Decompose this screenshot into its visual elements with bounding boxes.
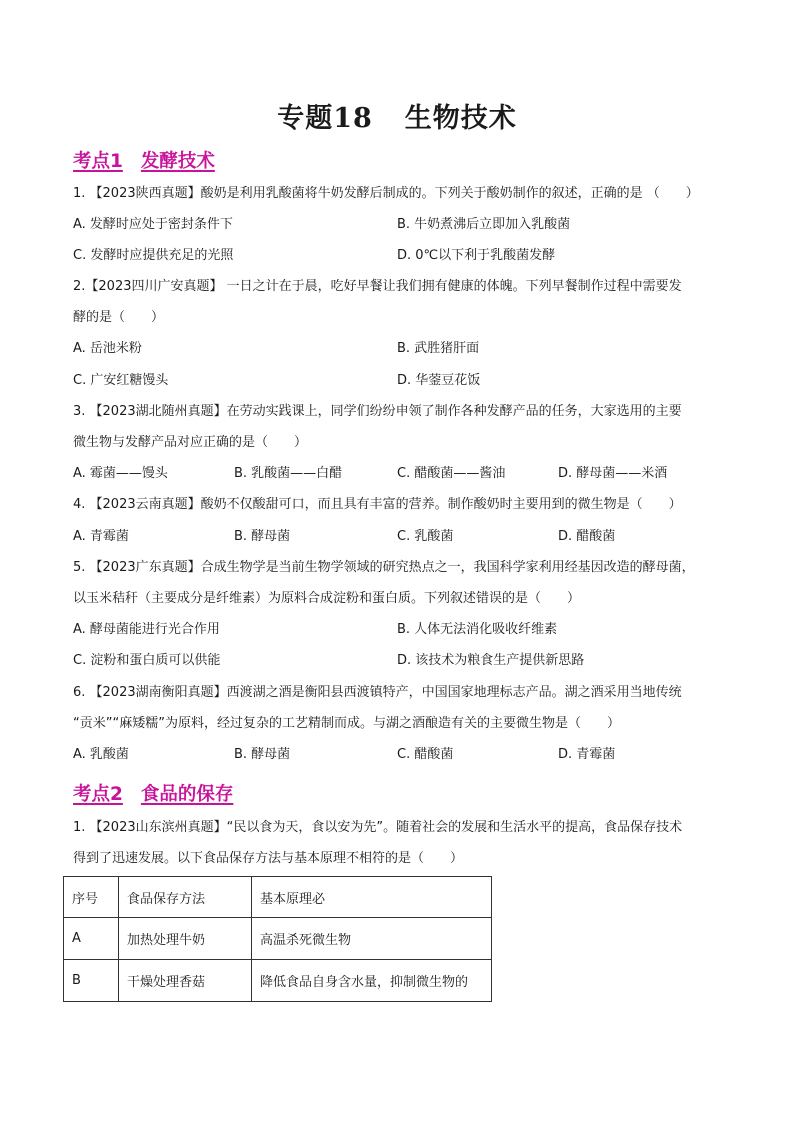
option-a: A. 霉菌——馒头 (73, 466, 168, 481)
table-cell: A (64, 918, 119, 960)
option-a: A. 青霉菌 (73, 529, 129, 544)
option-b: B. 酵母菌 (234, 747, 291, 762)
table-header-cell: 基本原理必 (252, 877, 492, 918)
option-d: D. 青霉菌 (558, 747, 616, 762)
question-stem: 3. 【2023湖北随州真题】在劳动实践课上，同学们纷纷申领了制作各种发酵产品的任务，大家选用的主要 (73, 404, 682, 419)
table-header-cell: 序号 (64, 877, 119, 918)
option-b: B. 酵母菌 (234, 529, 291, 544)
question-stem: 1. 【2023陕西真题】酸奶是利用乳酸菌将牛奶发酵后制成的。下列关于酸奶制作的叙述，正确的是 （ ） (73, 186, 699, 201)
option-b: B. 乳酸菌——白醋 (234, 466, 343, 481)
page-title (0, 96, 794, 135)
option-b: B. 人体无法消化吸收纤维素 (397, 622, 558, 637)
table-cell: 加热处理牛奶 (119, 918, 252, 960)
option-a: A. 乳酸菌 (73, 747, 129, 762)
option-b: B. 牛奶煮沸后立即加入乳酸菌 (397, 217, 571, 232)
option-c: C. 醋酸菌——酱油 (397, 466, 506, 481)
title-topic-number: 专题18 (277, 103, 373, 134)
table-cell: 降低食品自身含水量，抑制微生物的 (252, 960, 492, 1002)
table-cell: 干燥处理香菇 (119, 960, 252, 1002)
question-stem: 2.【2023四川广安真题】 一日之计在于晨，吃好早餐让我们拥有健康的体魄。下列早餐制作过程中需要发 (73, 279, 682, 294)
section-name: 发酵技术 (140, 151, 215, 172)
option-b: B. 武胜猪肝面 (397, 341, 480, 356)
question-stem: 5. 【2023广东真题】合成生物学是当前生物学领域的研究热点之一，我国科学家利用经基因改造的酵母菌， (73, 560, 695, 575)
question-stem: 4. 【2023云南真题】酸奶不仅酸甜可口，而且具有丰富的营养。制作酸奶时主要用到的微生物是（ ） (73, 497, 682, 512)
table-row (64, 918, 492, 960)
option-d: D. 该技术为粮食生产提供新思路 (397, 653, 585, 668)
table-row (64, 960, 492, 1002)
section-label: 考点2 (73, 784, 123, 805)
option-d: D. 酵母菌——米酒 (558, 466, 668, 481)
table-header-cell: 食品保存方法 (119, 877, 252, 918)
question-stem: 6. 【2023湖南衡阳真题】西渡湖之酒是衡阳县西渡镇特产，中国国家地理标志产品。湖之酒采用当地传统 (73, 685, 682, 700)
option-c: C. 广安红糖馒头 (73, 373, 169, 388)
option-c: C. 淀粉和蛋白质可以供能 (73, 653, 221, 668)
section-heading-fermentation (73, 147, 215, 173)
option-a: A. 岳池米粉 (73, 341, 142, 356)
section-label: 考点1 (73, 151, 123, 172)
option-c: C. 乳酸菌 (397, 529, 454, 544)
title-topic-name: 生物技术 (404, 103, 517, 134)
question-stem-cont: 酵的是（ ） (73, 310, 165, 325)
question-stem-cont: 得到了迅速发展。以下食品保存方法与基本原理不相符的是（ ） (73, 851, 464, 866)
option-a: A. 酵母菌能进行光合作用 (73, 622, 220, 637)
option-a: A. 发酵时应处于密封条件下 (73, 217, 233, 232)
option-d: D. 0℃以下利于乳酸菌发酵 (397, 248, 556, 263)
question-stem-cont: “贡米”“麻矮糯”为原料，经过复杂的工艺精制而成。与湖之酒酿造有关的主要微生物是（ ） (73, 716, 620, 731)
option-d: D. 醋酸菌 (558, 529, 616, 544)
table-cell: 高温杀死微生物 (252, 918, 492, 960)
option-c: C. 醋酸菌 (397, 747, 454, 762)
question-stem-cont: 微生物与发酵产品对应正确的是（ ） (73, 435, 308, 450)
table-cell: B (64, 960, 119, 1002)
option-c: C. 发酵时应提供充足的光照 (73, 248, 234, 263)
question-stem-cont: 以玉米秸秆（主要成分是纤维素）为原料合成淀粉和蛋白质。下列叙述错误的是（ ） (73, 591, 581, 606)
section-name: 食品的保存 (140, 784, 234, 805)
section-heading-food-preservation (73, 780, 233, 806)
table-header-row (64, 877, 492, 918)
question-stem: 1. 【2023山东滨州真题】“民以食为天，食以安为先”。随着社会的发展和生活水平的提高，食品保存技术 (73, 820, 683, 835)
option-d: D. 华蓥豆花饭 (397, 373, 481, 388)
preservation-table (63, 876, 492, 1002)
